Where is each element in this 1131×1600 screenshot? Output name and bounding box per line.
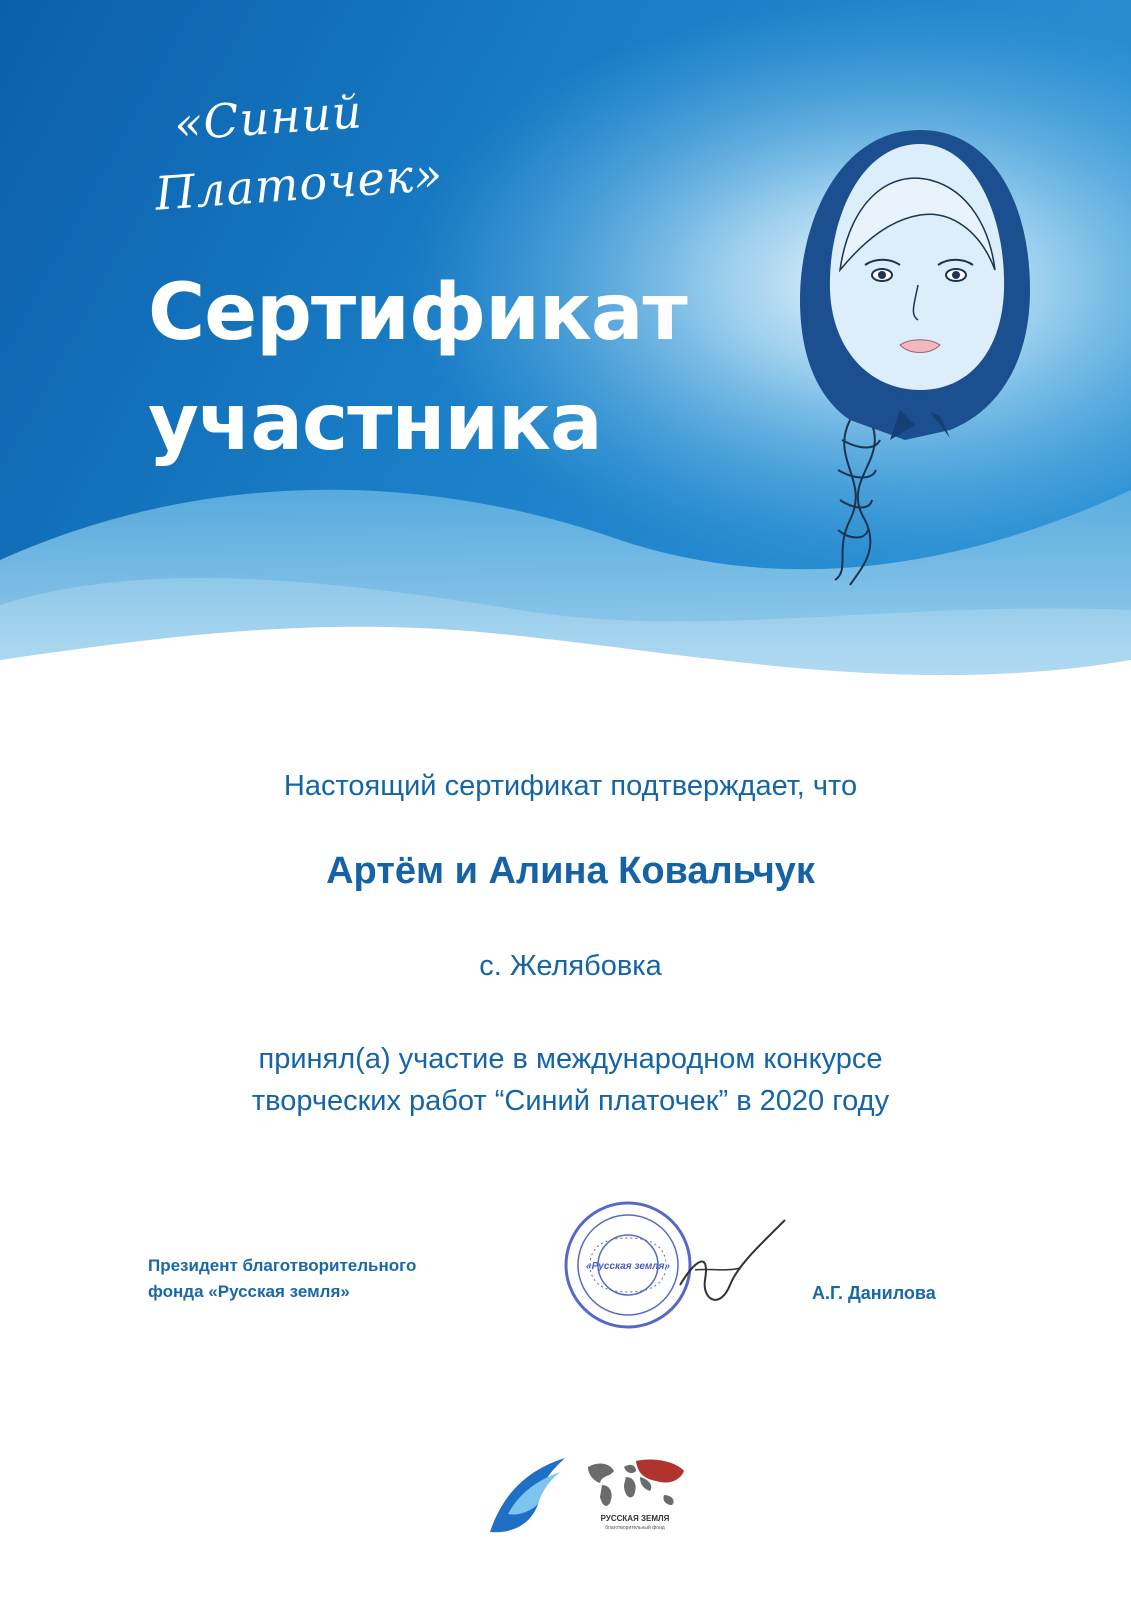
- brand-line-2: Платочек»: [153, 146, 445, 221]
- footer-logo-subtitle: благотворительный фонд: [605, 1525, 665, 1531]
- woman-in-headscarf-illustration: [780, 120, 1060, 590]
- blue-wave-logo-icon: [480, 1452, 570, 1540]
- signer-position-line-2: фонда «Русская земля»: [148, 1282, 350, 1301]
- world-map-logo-icon: [580, 1455, 690, 1535]
- participant-name: Артём и Алина Ковальчук: [326, 850, 815, 892]
- description-line-2: творческих работ “Синий платочек” в 2020 году: [251, 1085, 890, 1117]
- seal-and-signature: [560, 1190, 820, 1340]
- stamp-center-text: «Русская земля»: [586, 1261, 670, 1272]
- brand-logo-text: [148, 72, 445, 228]
- brand-line-1: «Синий: [172, 84, 365, 152]
- description-line-1: принял(а) участие в международном конкурсе: [258, 1043, 883, 1075]
- certificate-title: [148, 258, 687, 478]
- intro-text: Настоящий сертификат подтверждает, что: [283, 770, 858, 802]
- signer-position-line-1: Президент благотворительного: [148, 1256, 417, 1275]
- participant-place: с. Желябовка: [479, 950, 662, 982]
- footer-logo-title: РУССКАЯ ЗЕМЛЯ: [600, 1514, 670, 1523]
- participation-description: [0, 1038, 1131, 1122]
- title-line-2: участника: [148, 378, 602, 468]
- title-line-1: Сертификат: [148, 268, 687, 358]
- signer-position: [148, 1253, 416, 1305]
- signer-name: А.Г. Данилова: [812, 1283, 936, 1303]
